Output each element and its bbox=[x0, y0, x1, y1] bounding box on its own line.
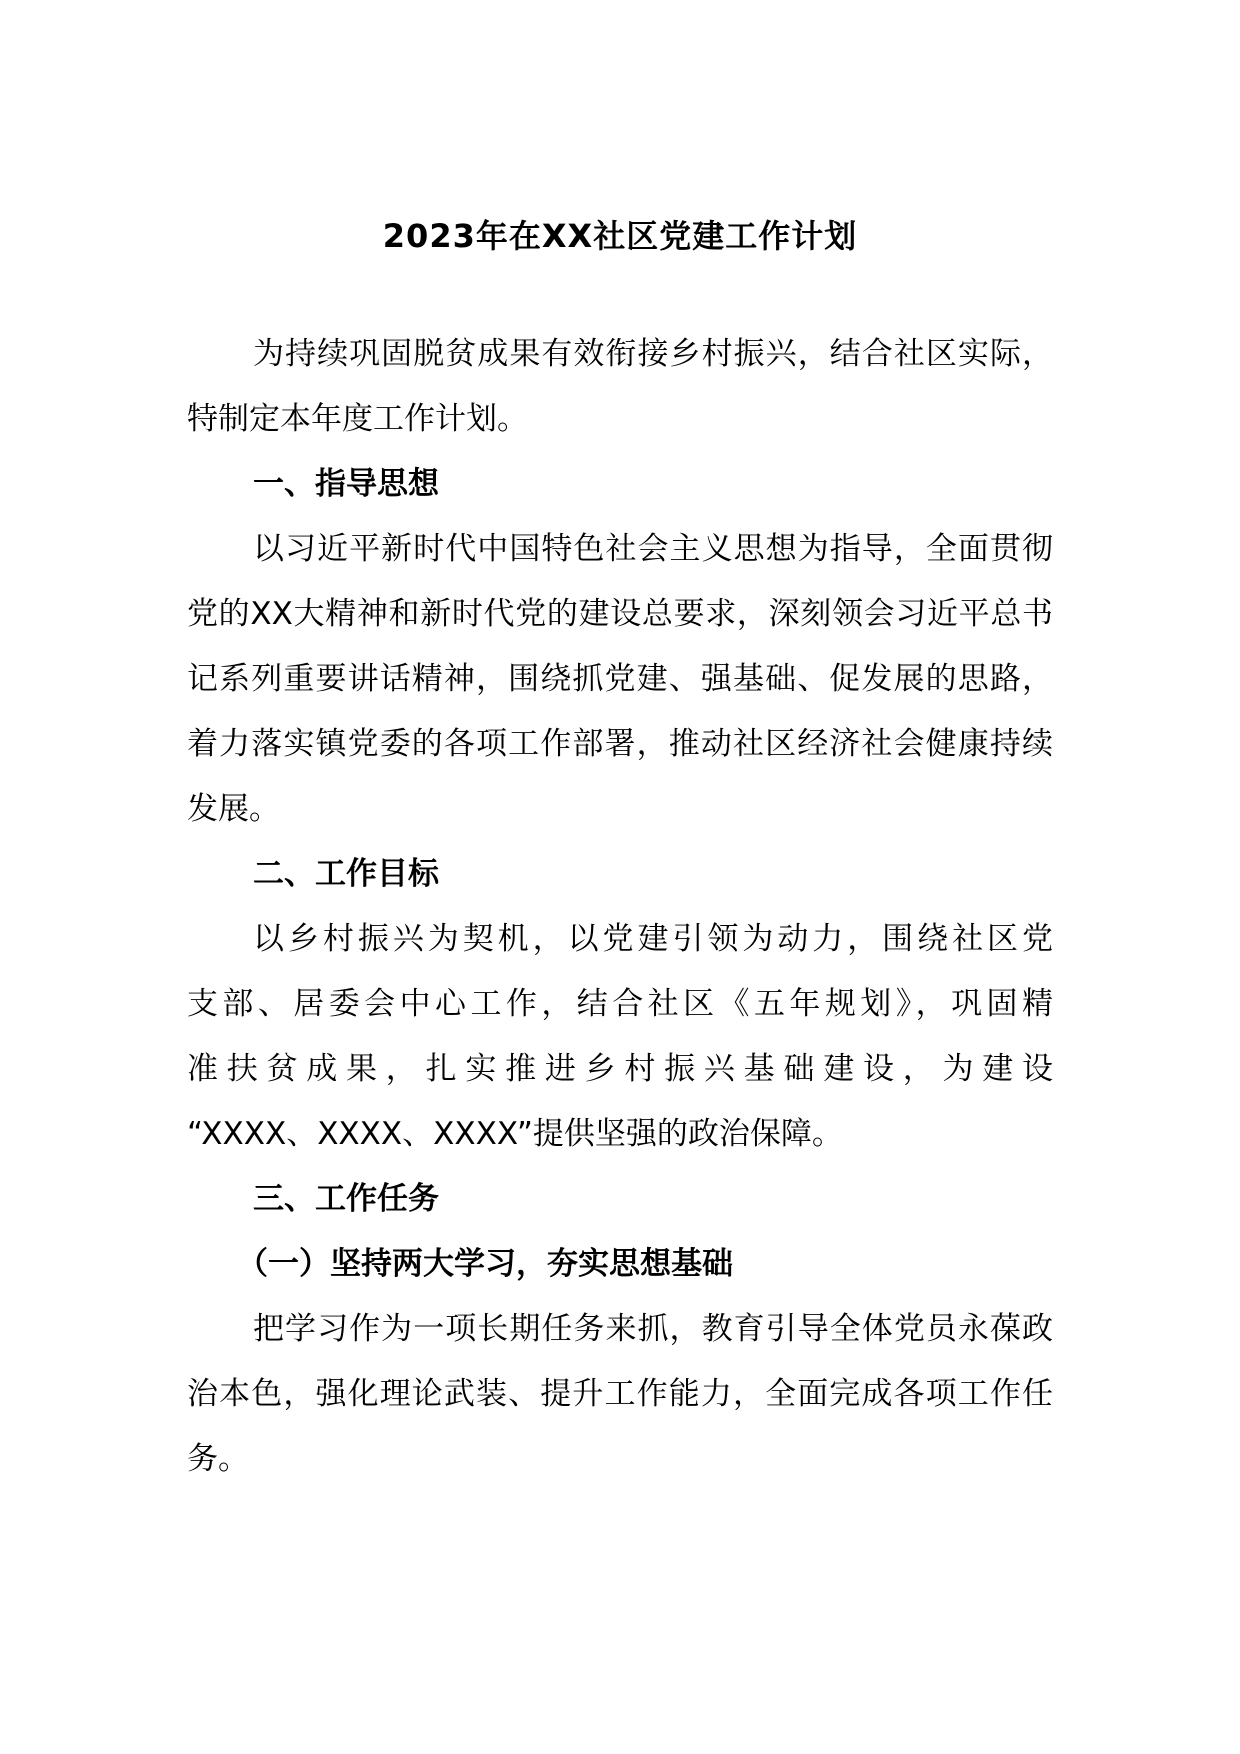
subsection-heading-study: （一）坚持两大学习，夯实思想基础 bbox=[237, 1246, 733, 1282]
work-goals-line: 准扶贫成果，扎实推进乡村振兴基础建设，为建设 bbox=[187, 1051, 1053, 1087]
work-goals-line: 以乡村振兴为契机，以党建引领为动力，围绕社区党 bbox=[253, 921, 1053, 957]
section-heading-work-tasks: 三、工作任务 bbox=[253, 1181, 439, 1217]
document-title: 2023年在XX社区党建工作计划 bbox=[382, 217, 858, 255]
work-goals-paragraph bbox=[187, 907, 1053, 1167]
document-body bbox=[187, 322, 1053, 1492]
section-heading-work-goals: 二、工作目标 bbox=[253, 856, 439, 892]
guiding-thought-paragraph: 以习近平新时代中国特色社会主义思想为指导，全面贯彻党的XX大精神和新时代党的建设总要求，深刻领会习近平总书记系列重要讲话精神，围绕抓党建、强基础、促发展的思路，着力落实镇党委的各项工作部署，推动社区经济社会健康持续发展。 bbox=[187, 531, 1053, 827]
study-paragraph: 把学习作为一项长期任务来抓，教育引导全体党员永葆政治本色，强化理论武装、提升工作能力，全面完成各项工作任务。 bbox=[187, 1311, 1053, 1477]
intro-paragraph: 为持续巩固脱贫成果有效衔接乡村振兴，结合社区实际，特制定本年度工作计划。 bbox=[187, 336, 1053, 437]
work-goals-line: “XXXX、XXXX、XXXX”提供坚强的政治保障。 bbox=[187, 1116, 843, 1152]
work-goals-line: 支部、居委会中心工作，结合社区《五年规划》，巩固精 bbox=[187, 986, 1053, 1022]
section-heading-guiding-thought: 一、指导思想 bbox=[253, 466, 439, 502]
